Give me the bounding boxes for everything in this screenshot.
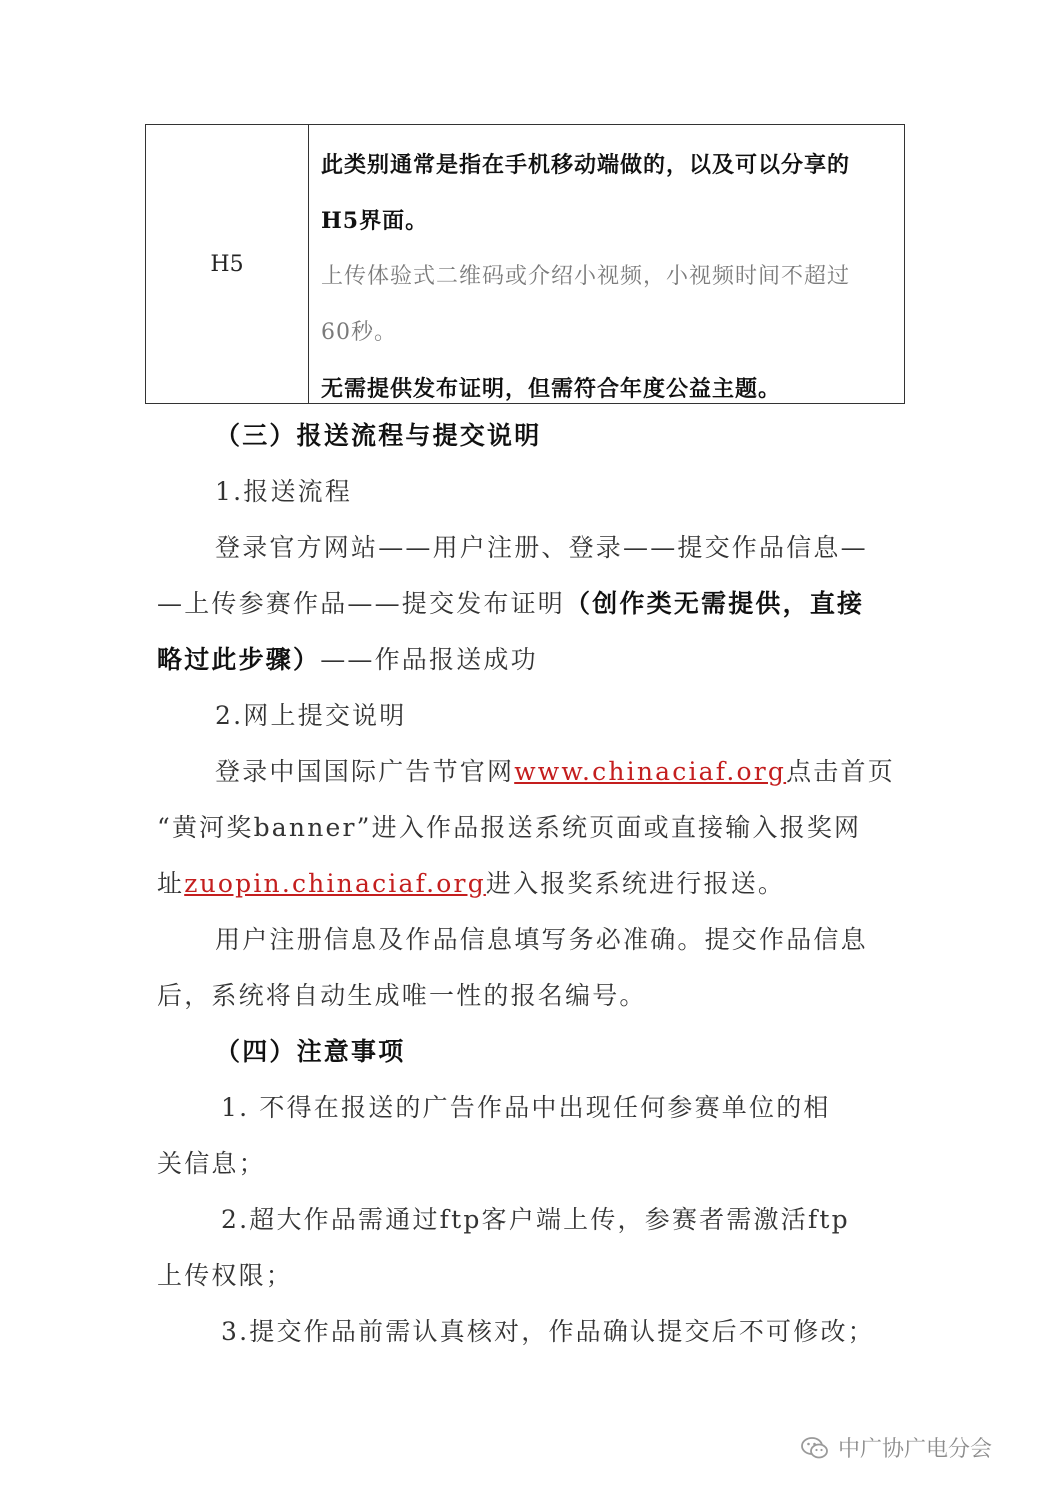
flow-line-2 xyxy=(157,576,902,632)
note-line-2: 后，系统将自动生成唯一性的报名编号。 xyxy=(157,981,647,1010)
section4-heading: （四）注意事项 xyxy=(215,1037,406,1066)
item1-line-1: 1. 不得在报送的广告作品中出现任何参赛单位的相 xyxy=(221,1093,831,1122)
flow-line-2-bold: （创作类无需提供，直接 xyxy=(565,589,865,618)
online-line-2: “黄河奖banner”进入作品报送系统页面或直接输入报奖网 xyxy=(157,813,862,842)
zuopin-link[interactable]: zuopin.chinaciaf.org xyxy=(184,869,486,898)
desc-bold-line-3: 无需提供发布证明，但需符合年度公益主题。 xyxy=(321,376,782,402)
chinaciaf-link[interactable]: www.chinaciaf.org xyxy=(514,757,787,786)
online-line-3-text: 址 xyxy=(157,869,185,898)
section3-heading: （三）报送流程与提交说明 xyxy=(215,421,542,450)
online-line-3 xyxy=(157,856,902,912)
wechat-icon xyxy=(800,1433,830,1463)
desc-bold-line-1: 此类别通常是指在手机移动端做的，以及可以分享的 xyxy=(321,152,851,178)
flow-line-3-text: ——作品报送成功 xyxy=(320,645,538,674)
item2-line-2: 上传权限； xyxy=(157,1261,294,1290)
flow-line-3 xyxy=(157,632,902,688)
watermark-text: 中广协广电分会 xyxy=(838,1437,993,1462)
desc-gray-line-2: 60秒。 xyxy=(321,320,397,345)
online-line-1-text: 登录中国国际广告节官网 xyxy=(215,757,515,786)
online-line-1 xyxy=(157,744,902,800)
flow-line-3-bold: 略过此步骤） xyxy=(157,645,321,674)
online-line-3-tail: 进入报奖系统进行报送。 xyxy=(485,869,786,898)
note-line-1: 用户注册信息及作品信息填写务必准确。提交作品信息 xyxy=(215,925,868,954)
document-body xyxy=(157,408,902,1360)
category-table xyxy=(145,124,905,404)
flow-line-2-text: —上传参赛作品——提交发布证明 xyxy=(157,589,566,618)
sub2-title: 2.网上提交说明 xyxy=(215,701,407,730)
desc-bold-line-2: H5界面。 xyxy=(321,208,429,234)
sub1-title: 1.报送流程 xyxy=(215,477,353,506)
item2-line-1: 2.超大作品需通过ftp客户端上传，参赛者需激活ftp xyxy=(221,1205,850,1234)
desc-gray-line-1: 上传体验式二维码或介绍小视频，小视频时间不超过 xyxy=(321,264,851,289)
watermark xyxy=(800,1432,992,1463)
category-cell: H5 xyxy=(146,125,309,403)
item3-line-1: 3.提交作品前需认真核对，作品确认提交后不可修改； xyxy=(221,1317,875,1346)
online-line-1-tail: 点击首页 xyxy=(786,757,895,786)
description-cell xyxy=(309,125,904,403)
flow-line-1: 登录官方网站——用户注册、登录——提交作品信息— xyxy=(215,533,868,562)
item1-line-2: 关信息； xyxy=(157,1149,266,1178)
